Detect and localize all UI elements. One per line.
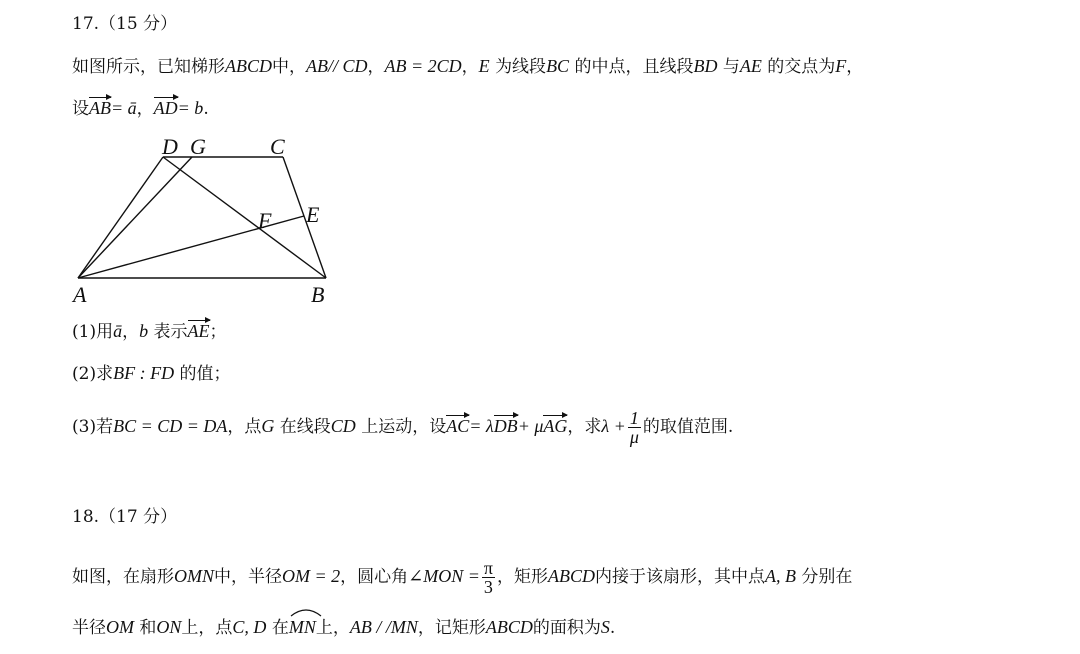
trapezoid-figure <box>70 136 350 308</box>
text: ，矩形 <box>496 567 548 587</box>
text: ，圆心角 <box>340 567 409 587</box>
question-17-part-2 <box>72 361 230 386</box>
math-on: ON <box>156 617 182 637</box>
text: ； <box>209 322 227 342</box>
text: 上， <box>315 618 350 638</box>
label-d: D <box>162 136 178 159</box>
label-b: B <box>311 282 325 307</box>
math-abcd: ABCD <box>225 56 272 76</box>
text: 的取值范围. <box>642 417 734 437</box>
question-17-part-3 <box>72 409 733 446</box>
segment-db <box>163 157 326 278</box>
text: 的面积为 <box>532 618 601 638</box>
text: 表示 <box>153 322 188 342</box>
math-bd: BD <box>693 56 718 76</box>
math-omn: OMN <box>174 566 214 586</box>
math-s: S <box>600 617 610 637</box>
question-18-header: 18.（17 分） <box>72 507 178 527</box>
math-om: OM <box>106 617 134 637</box>
label-c: C <box>270 136 285 159</box>
fraction-denominator: 3 <box>483 577 493 597</box>
text: 中，半径 <box>214 567 282 587</box>
text: ， <box>461 57 479 77</box>
text: 的交点为 <box>767 57 836 77</box>
math-abcd: ABCD <box>547 566 595 586</box>
label-g: G <box>190 136 206 159</box>
text: . <box>609 618 616 638</box>
math-e: E <box>478 56 490 76</box>
math-g: G <box>261 416 275 436</box>
fraction-pi-over-3 <box>482 559 495 596</box>
text: (1)用 <box>72 322 114 342</box>
math-a: ā <box>113 321 123 341</box>
fraction-denominator: μ <box>629 427 639 447</box>
fraction-numerator: π <box>483 558 493 578</box>
math-c-d: C, D <box>232 617 267 637</box>
label-e: E <box>306 202 320 227</box>
math-plus-mu: + μ <box>517 416 544 436</box>
vector-ad: AD <box>153 98 178 118</box>
text: 在线段 <box>279 417 331 437</box>
text: (3)若 <box>72 417 114 437</box>
label-a: A <box>73 282 87 307</box>
math-ab-parallel-cd: AB// CD <box>306 56 368 76</box>
math-ab-parallel-mn: AB / /MN <box>349 617 418 637</box>
question-17-intro <box>72 54 863 79</box>
question-17-vectors <box>72 96 209 121</box>
vector-ac: AC <box>446 416 470 436</box>
math-eq-b: = b <box>177 98 204 118</box>
math-bf-fd: BF : FD <box>113 363 175 383</box>
question-18-line-1 <box>72 559 852 596</box>
text: 的值； <box>179 364 231 384</box>
arc-mn-label: MN <box>288 617 316 637</box>
text: 中， <box>272 57 306 77</box>
math-ae: AE <box>739 56 762 76</box>
text: . <box>203 99 209 119</box>
vector-ab: AB <box>89 98 111 118</box>
label-f: F <box>258 208 272 233</box>
math-f: F <box>835 56 847 76</box>
math-bc: BC <box>546 56 570 76</box>
question-17-part-1 <box>72 319 227 344</box>
text: (2)求 <box>72 364 114 384</box>
question-18-line-2 <box>72 615 615 640</box>
question-17-header: 17.（15 分） <box>72 14 178 34</box>
segment-cb <box>283 157 326 278</box>
text: 半径 <box>72 618 106 638</box>
math-b: b <box>139 321 149 341</box>
text: 的中点，且线段 <box>574 57 694 77</box>
text: ， <box>136 99 154 119</box>
text: 设 <box>72 99 89 119</box>
arc-mn <box>289 615 316 639</box>
vector-ae: AE <box>187 321 210 341</box>
math-bc-cd-da: BC = CD = DA <box>113 416 228 436</box>
math-eq-a: = ā <box>111 98 137 118</box>
math-a-b: A, B <box>764 566 796 586</box>
math-cd: CD <box>330 416 356 436</box>
arc-icon <box>289 605 323 617</box>
vector-ag: AG <box>543 416 568 436</box>
text: 上运动，设 <box>361 417 447 437</box>
text: 如图所示，已知梯形 <box>72 57 225 77</box>
text: 为线段 <box>495 57 547 77</box>
math-eq-lambda: = λ <box>469 416 494 436</box>
text: 在 <box>271 618 289 638</box>
vector-db: DB <box>493 416 518 436</box>
text: ，记矩形 <box>417 618 486 638</box>
math-ab-eq-2cd: AB = 2CD <box>384 56 462 76</box>
segment-ag <box>78 157 192 278</box>
text: ， <box>846 57 864 77</box>
text: ， <box>367 57 385 77</box>
text: 和 <box>139 618 157 638</box>
math-angle-mon: ∠MON = <box>408 566 480 586</box>
text: 如图，在扇形 <box>72 567 174 587</box>
math-lambda-plus: λ + <box>601 416 626 436</box>
text: ，点 <box>227 417 262 437</box>
fraction-numerator: 1 <box>629 408 639 428</box>
math-om-eq-2: OM = 2 <box>282 566 341 586</box>
fraction-one-over-mu <box>628 409 641 446</box>
math-abcd: ABCD <box>485 617 533 637</box>
text: 内接于该扇形，其中点 <box>594 567 765 587</box>
text: 上，点 <box>181 618 233 638</box>
segment-ad <box>78 157 163 278</box>
text: ，求 <box>567 417 602 437</box>
text: 分别在 <box>801 567 853 587</box>
text: 与 <box>722 57 740 77</box>
text: ， <box>122 322 140 342</box>
